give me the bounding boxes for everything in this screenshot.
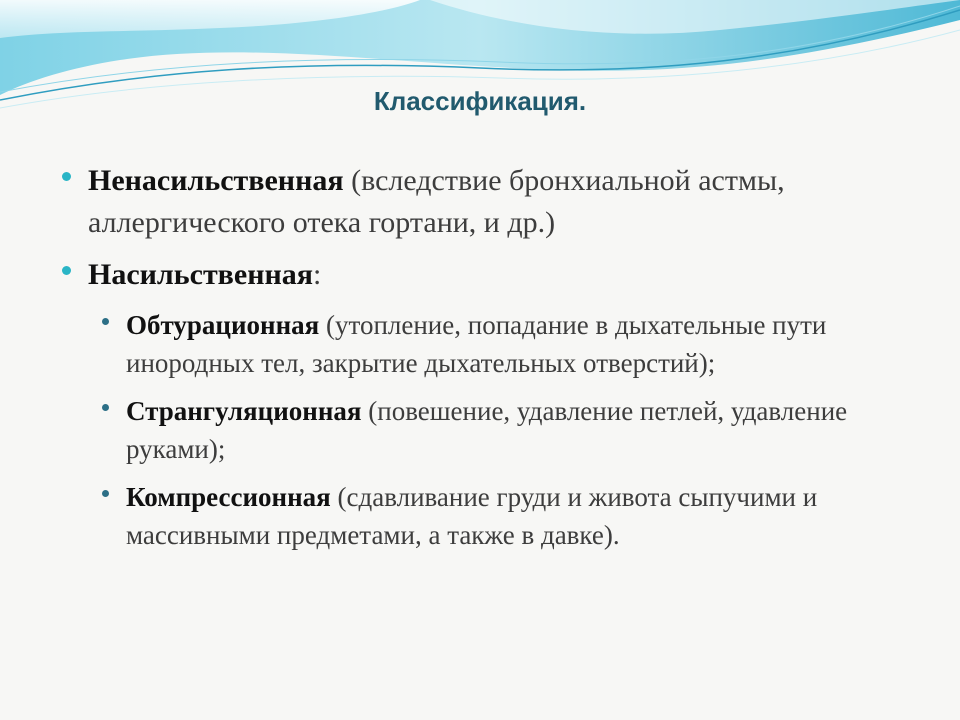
- subitem-text: (утопление, попадание в дыхательные пути инородных тел, закрытие дыхательных отверстий);: [126, 310, 827, 378]
- subitem-compression: [100, 478, 910, 554]
- item-text: :: [313, 258, 322, 291]
- list-item-violent: [60, 254, 910, 296]
- item-term: Насильственная: [88, 258, 313, 291]
- subitem-term: Компрессионная: [126, 482, 331, 512]
- item-term: Ненасильственная: [88, 164, 344, 197]
- subitem-text: (повешение, удавление петлей, удавление руками);: [126, 396, 848, 464]
- slide-title: Классификация.: [373, 86, 587, 116]
- list-item-nonviolent: [60, 160, 910, 244]
- bullet-icon: [62, 266, 71, 275]
- subitem-obturation: [100, 306, 910, 382]
- subitem-term: Странгуляционная: [126, 396, 362, 426]
- bullet-icon: [102, 404, 109, 411]
- subitem-strangulation: [100, 392, 910, 468]
- bullet-icon: [102, 318, 109, 325]
- content-list: [60, 160, 910, 564]
- subitem-term: Обтурационная: [126, 310, 320, 340]
- bullet-icon: [102, 490, 109, 497]
- item-text: (вследствие бронхиальной астмы, аллергического отека гортани, и др.): [88, 164, 785, 239]
- subitem-text: (сдавливание груди и живота сыпучими и массивными предметами, а также в давке).: [126, 482, 818, 550]
- bullet-icon: [62, 172, 71, 181]
